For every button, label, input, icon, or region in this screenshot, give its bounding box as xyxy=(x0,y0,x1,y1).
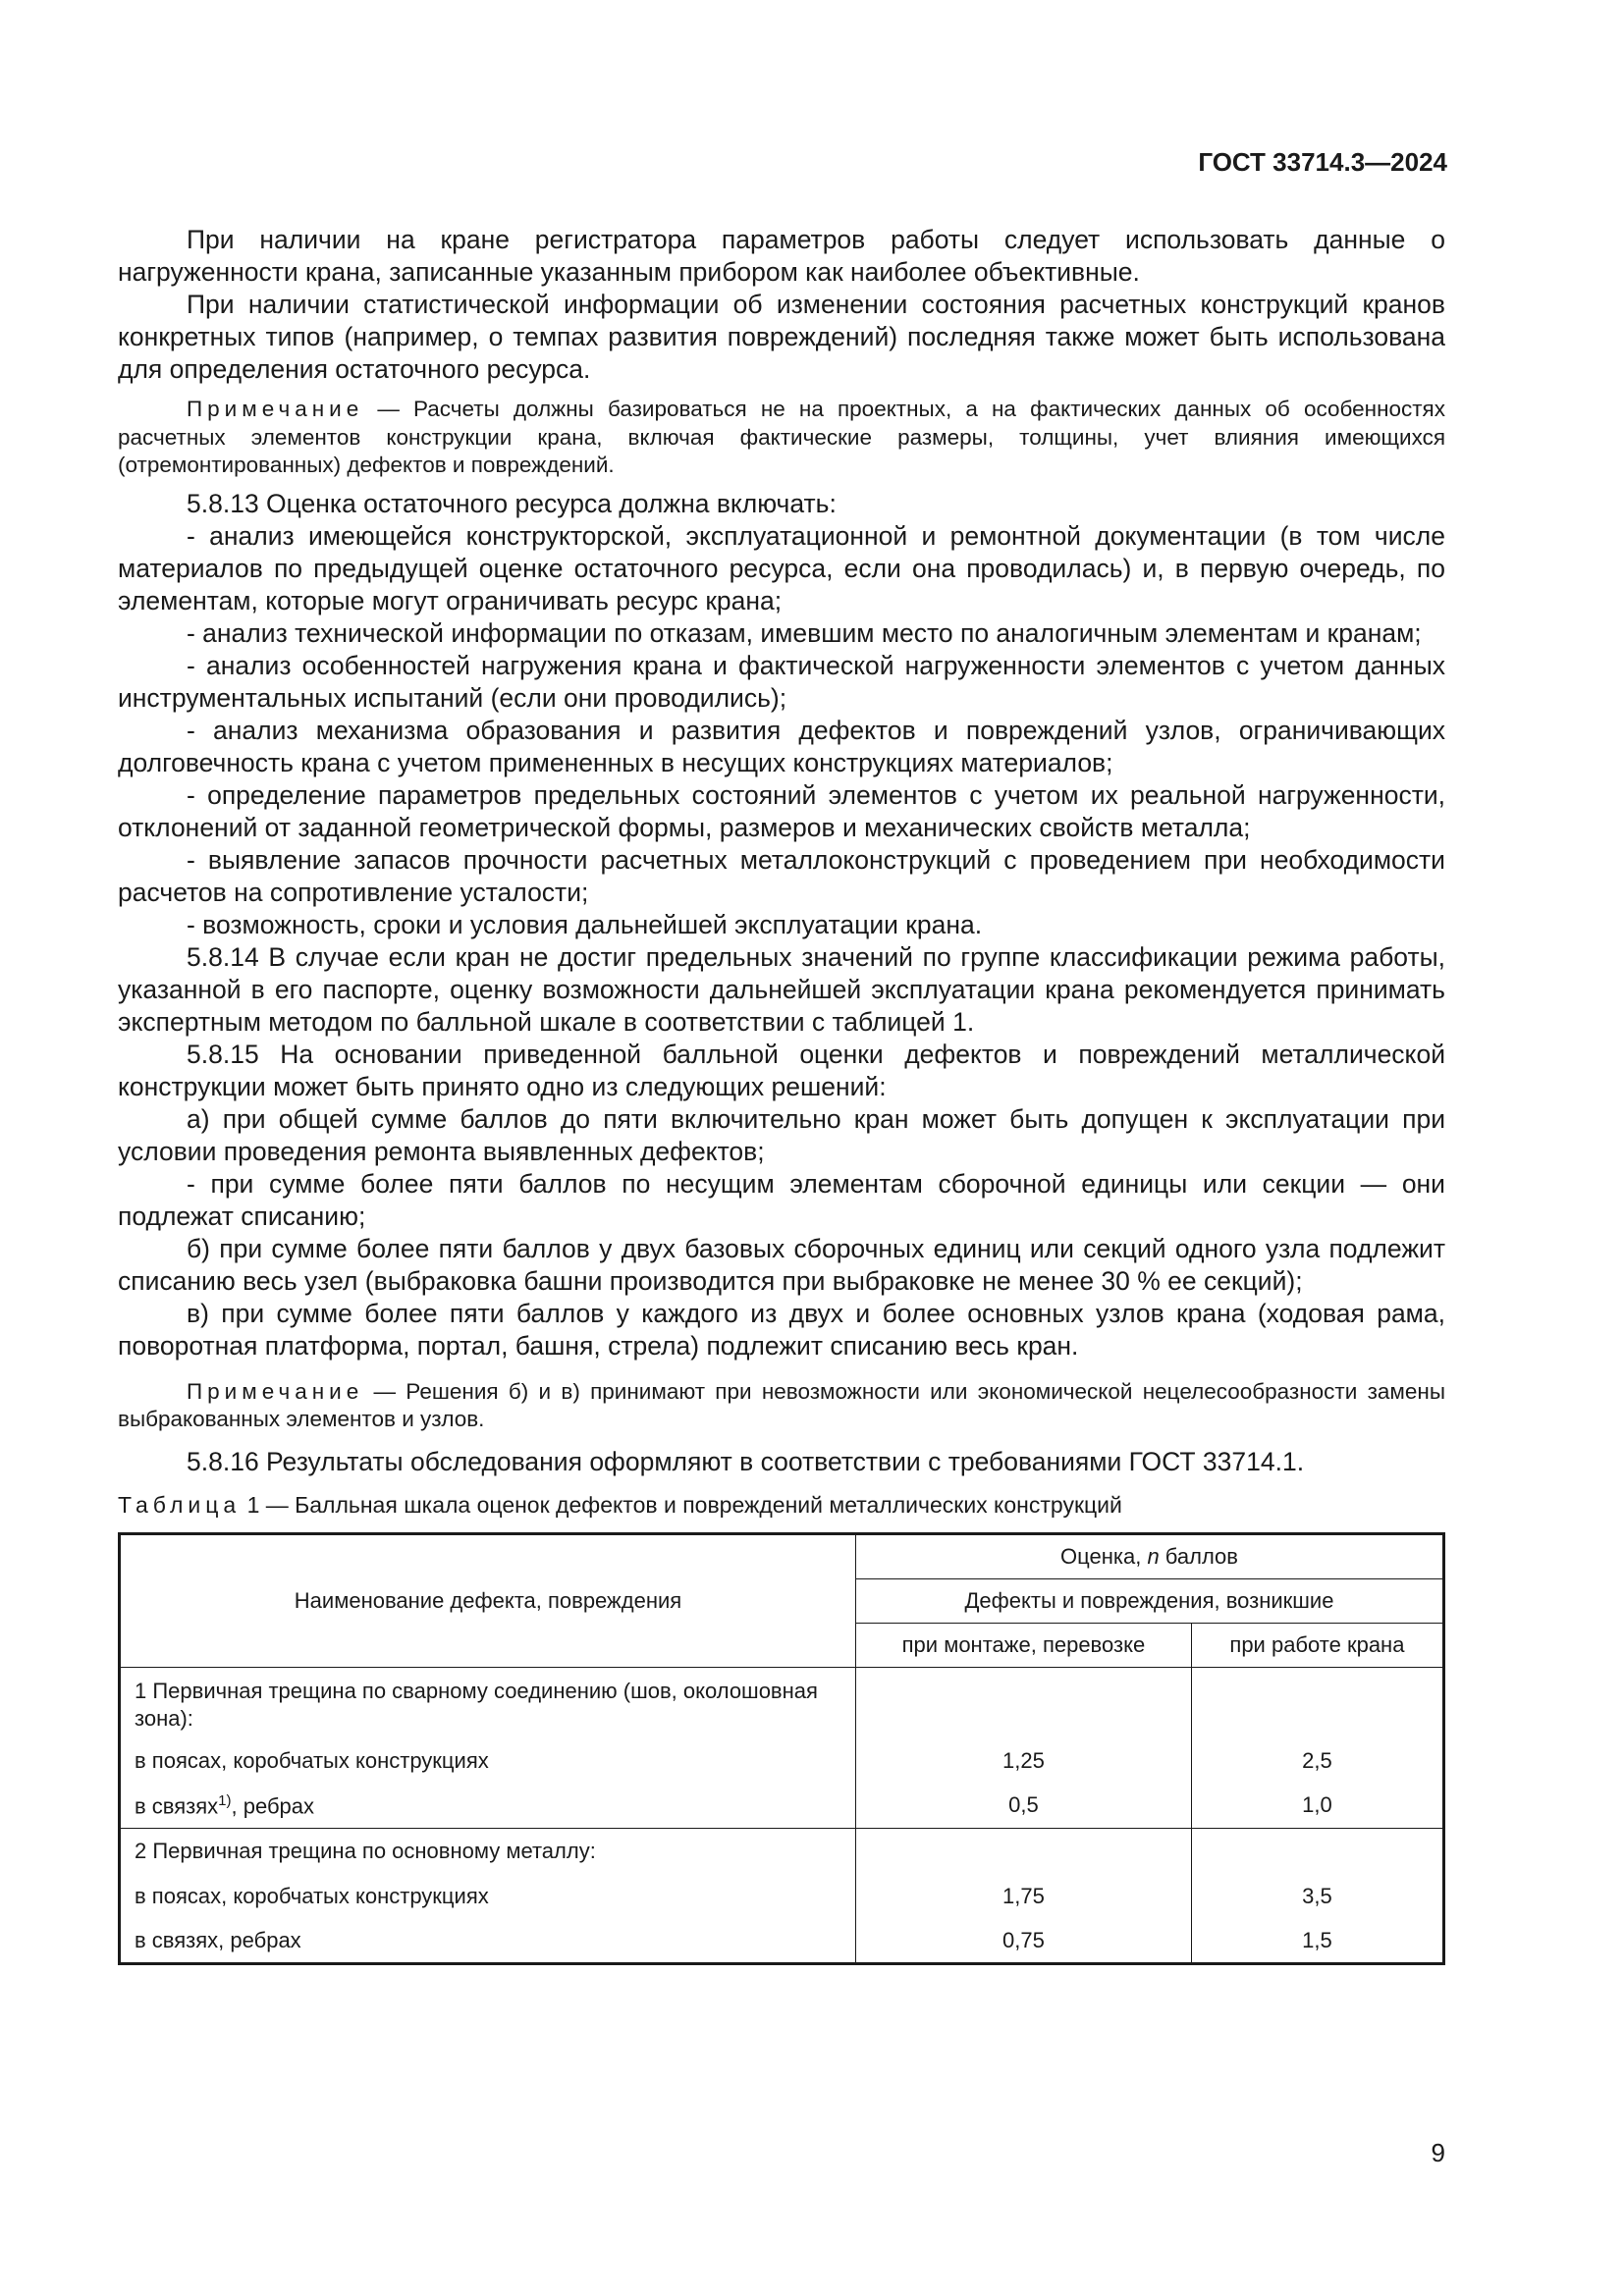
decision-item: в) при сумме более пяти баллов у каждого из двух и более основных узлов крана (ходовая рама, поворотная платформа, портал, башня, стрела) подлежит списанию весь кран. xyxy=(118,1298,1445,1361)
column-header-operation: при работе крана xyxy=(1191,1623,1443,1667)
defect-name: в связях$^{1)}$, ребрах xyxy=(120,1784,856,1829)
table-row xyxy=(120,1829,1444,1874)
note-label: Примечание xyxy=(187,1378,364,1404)
section-5-8-14: 5.8.14 В случае если кран не достиг предельных значений по группе классификации режима работы, указанной в его паспорте, оценку возможности дальнейшей эксплуатации крана рекомендуется принимать экспертным методом по балльной шкале в соответствии с таблицей 1. xyxy=(118,941,1445,1037)
list-item: - анализ особенностей нагружения крана и фактической нагруженности элементов с учетом данных инструментальных испытаний (если они проводились); xyxy=(118,650,1445,713)
decision-item: - при сумме более пяти баллов по несущим элементам сборочной единицы или секции — они подлежат списанию; xyxy=(118,1168,1445,1231)
note xyxy=(118,1378,1445,1434)
paragraph: При наличии статистической информации об изменении состояния расчетных конструкций кранов конкретных типов (например, о темпах развития повреждений) последняя также может быть использована для определения остаточного ресурса. xyxy=(118,290,1445,384)
paragraph: При наличии на кране регистратора параметров работы следует использовать данные о нагруженности крана, записанные указанным прибором как наиболее объективные. xyxy=(118,225,1445,287)
decision-item: б) при сумме более пяти баллов у двух базовых сборочных единиц или секций одного узла подлежит списанию весь узел (выбраковка башни производится при выбраковке не менее 30 % ее секций); xyxy=(118,1233,1445,1296)
section-5-8-15: 5.8.15 На основании приведенной балльной оценки дефектов и повреждений металлической конструкции может быть принято одно из следующих решений: xyxy=(118,1039,1445,1101)
table-caption xyxy=(118,1492,1445,1519)
defect-score-table xyxy=(118,1532,1445,1966)
decision-item: а) при общей сумме баллов до пяти включительно кран может быть допущен к эксплуатации при условии проведения ремонта выявленных дефектов; xyxy=(118,1103,1445,1166)
document-code-header: ГОСТ 33714.3—2024 xyxy=(1198,147,1447,177)
score-installation: 1,25 xyxy=(856,1738,1192,1784)
page-content xyxy=(118,224,1445,1965)
score-installation: 0,75 xyxy=(856,1919,1192,1964)
column-header-origin: Дефекты и повреждения, возникшие xyxy=(856,1578,1444,1623)
score-operation: 3,5 xyxy=(1191,1874,1443,1919)
column-header-installation: при монтаже, перевозке xyxy=(856,1623,1192,1667)
table-row xyxy=(120,1919,1444,1964)
list-item: - анализ механизма образования и развития дефектов и повреждений узлов, ограничивающих долговечность крана с учетом примененных в несущих конструкциях материалов; xyxy=(118,715,1445,777)
table-row xyxy=(120,1784,1444,1829)
list-item: - выявление запасов прочности расчетных металлоконструкций с проведением при необходимости расчетов на сопротивление усталости; xyxy=(118,844,1445,907)
section-5-8-16: 5.8.16 Результаты обследования оформляют в соответствии с требованиями ГОСТ 33714.1. xyxy=(187,1446,1305,1476)
defect-name: в поясах, коробчатых конструкциях xyxy=(120,1874,856,1919)
list-item: - определение параметров предельных состояний элементов с учетом их реальной нагруженности, отклонений от заданной геометрической формы, размеров и механических свойств металла; xyxy=(118,779,1445,842)
score-installation: 1,75 xyxy=(856,1874,1192,1919)
table-caption-label: Таблица xyxy=(118,1491,242,1518)
column-header-score: Оценка, n баллов xyxy=(856,1533,1444,1578)
score-operation: 1,5 xyxy=(1191,1919,1443,1964)
list-item: - анализ технической информации по отказам, имевшим место по аналогичным элементам и кранам; xyxy=(187,617,1422,648)
section-5-8-13: 5.8.13 Оценка остаточного ресурса должна включать: xyxy=(187,488,837,518)
note-label: Примечание xyxy=(187,397,364,421)
table-caption-text: 1 — Балльная шкала оценок дефектов и повреждений металлических конструкций xyxy=(241,1491,1122,1518)
list-item: - возможность, сроки и условия дальнейшей эксплуатации крана. xyxy=(187,909,983,939)
list-item: - анализ имеющейся конструкторской, эксплуатационной и ремонтной документации (в том числе материалов по предыдущей оценке остаточного ресурса, если она проводилась) и, в первую очередь, по элементам, которые могут ограничивать ресурс крана; xyxy=(118,520,1445,615)
note xyxy=(118,396,1445,480)
defect-name: в связях, ребрах xyxy=(120,1919,856,1964)
table-row xyxy=(120,1667,1444,1738)
page-number: 9 xyxy=(1431,2138,1445,2167)
table-row xyxy=(120,1874,1444,1919)
note-text: — Расчеты должны базироваться не на проектных, а на фактических данных об особенностях расчетных элементов конструкции крана, включая фактические размеры, толщины, учет влияния имеющихся (отремонтированных) дефектов и повреждений. xyxy=(118,397,1445,477)
note-text: — Решения б) и в) принимают при невозможности или экономической нецелесообразности замены выбракованных элементов и узлов. xyxy=(118,1378,1445,1431)
group-title: 1 Первичная трещина по сварному соединению (шов, околошовная зона): xyxy=(120,1667,856,1738)
score-installation: 0,5 xyxy=(856,1784,1192,1829)
table-row xyxy=(120,1738,1444,1784)
score-operation: 1,0 xyxy=(1191,1784,1443,1829)
group-title: 2 Первичная трещина по основному металлу: xyxy=(120,1829,856,1874)
defect-name: в поясах, коробчатых конструкциях xyxy=(120,1738,856,1784)
score-operation: 2,5 xyxy=(1191,1738,1443,1784)
column-header-defect-name: Наименование дефекта, повреждения xyxy=(120,1533,856,1667)
